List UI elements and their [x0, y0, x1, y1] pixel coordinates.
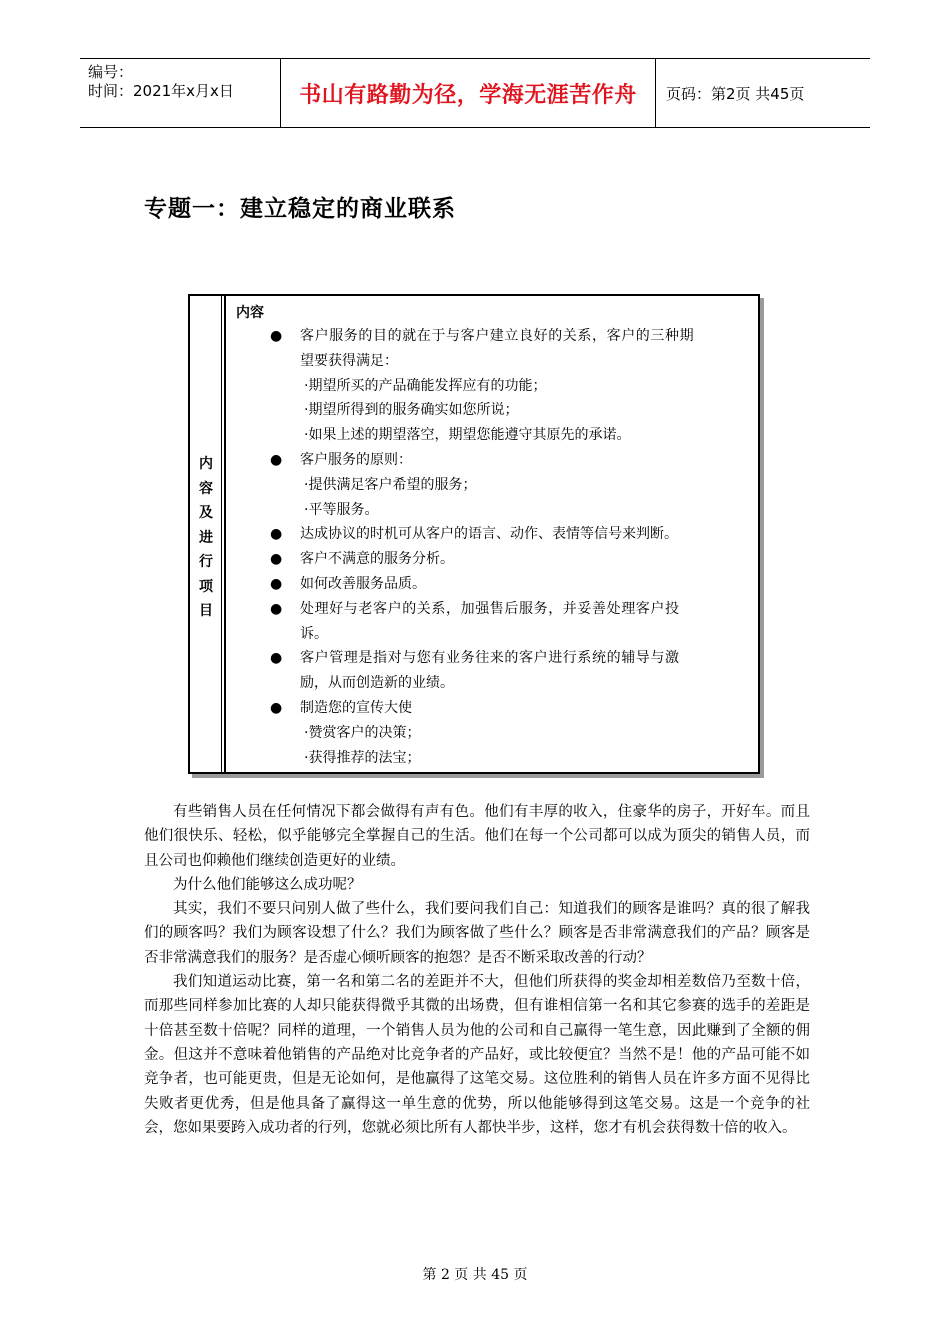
list-item: ● 客户管理是指对与您有业务往来的客户进行系统的辅导与激 — [236, 646, 756, 671]
list-item: ● 客户服务的目的就在于与客户建立良好的关系，客户的三种期 — [236, 324, 756, 349]
paragraph: 为什么他们能够这么成功呢？ — [173, 876, 362, 893]
content-list — [236, 302, 756, 770]
list-item: ● 客户服务的原则： — [236, 448, 756, 473]
bullet-icon: ● — [270, 451, 283, 468]
header-motto: 书山有路勤为径，学海无涯苦作舟 — [281, 59, 656, 127]
content-heading: 内容 — [236, 305, 264, 321]
list-item: ● 如何改善服务品质。 — [236, 572, 756, 597]
body-text — [144, 800, 810, 1140]
side-column — [190, 296, 226, 772]
side-label: 内 容 及 进 行 项 目 — [199, 456, 213, 619]
list-item: ● 客户不满意的服务分析。 — [236, 547, 756, 572]
sub-item: ·提供满足客户希望的服务； — [304, 476, 477, 493]
sub-item: ·期望所买的产品确能发挥应有的功能； — [304, 377, 547, 394]
bullet-icon: ● — [270, 699, 283, 716]
header-left-cell — [80, 59, 281, 127]
bullet-icon: ● — [270, 600, 283, 617]
page-title: 专题一：建立稳定的商业联系 — [144, 196, 456, 222]
list-item: ● 制造您的宣传大使 — [236, 696, 756, 721]
bullet-icon: ● — [270, 526, 283, 543]
sub-item: ·如果上述的期望落空，期望您能遵守其原先的承诺。 — [304, 427, 631, 444]
page-footer: 第 2 页 共 45 页 — [422, 1267, 528, 1283]
list-item-continued: 诉。 — [300, 625, 328, 642]
paragraph: 我们知道运动比赛，第一名和第二名的差距并不大，但他们所获得的奖金却相差数倍乃至数十倍，而那些同样参加比赛的人却只能获得微乎其微的出场费，但有谁相信第一名和其它参赛的选手的差距是十倍甚至数十倍呢？同样的道理，一个销售人员为他的公司和自己赢得一笔生意，因此赚到了全额的佣金。但这并不意味着他销售的产品绝对比竞争者的产品好，或比较便宜？当然不是！他的产品可能不如竞争者，也可能更贵，但是无论如何，是他赢得了这笔交易。这位胜利的销售人员在许多方面不见得比失败者更优秀，但是他具备了赢得这一单生意的优势，所以他能够得到这笔交易。这是一个竞争的社会，您如果要跨入成功者的行列，您就必须比所有人都快半步，这样，您才有机会获得数十倍的收入。 — [144, 974, 810, 1136]
paragraph: 有些销售人员在任何情况下都会做得有声有色。他们有丰厚的收入，住豪华的房子，开好车。而且他们很快乐、轻松，似乎能够完全掌握自己的生活。他们在每一个公司都可以成为顶尖的销售人员，而且公司也仰赖他们继续创造更好的业绩。 — [144, 804, 810, 869]
list-item: ● 达成协议的时机可从客户的语言、动作、表情等信号来判断。 — [236, 522, 756, 547]
list-item-continued: 励，从而创造新的业绩。 — [300, 675, 454, 692]
sub-item: ·赞赏客户的决策； — [304, 724, 421, 741]
document-time-label: 时间：2021年x月x日 — [88, 82, 234, 100]
sub-item: ·期望所得到的服务确实如您所说； — [304, 402, 519, 419]
paragraph: 其实，我们不要只问别人做了些什么，我们要问我们自己：知道我们的顾客是谁吗？真的很了解我们的顾客吗？我们为顾客设想了什么？我们为顾客做了些什么？顾客是否非常满意我们的产品？顾客是否非常满意我们的服务？是否虚心倾听顾客的抱怨？是否不断采取改善的行动？ — [144, 901, 810, 966]
list-item: ● 处理好与老客户的关系，加强售后服务，并妥善处理客户投 — [236, 597, 756, 622]
header-page-info: 页码：第2页 共45页 — [666, 84, 805, 103]
sub-item: ·获得推荐的法宝； — [304, 749, 421, 766]
header-table — [80, 58, 870, 128]
bullet-icon: ● — [270, 650, 283, 667]
bullet-icon: ● — [270, 328, 283, 344]
list-item-continued: 望要获得满足： — [300, 352, 398, 369]
document-number-label: 编号： — [88, 63, 134, 81]
content-box — [188, 294, 760, 774]
sub-item: ·平等服务。 — [304, 501, 379, 518]
bullet-icon: ● — [270, 551, 283, 568]
bullet-icon: ● — [270, 575, 283, 592]
